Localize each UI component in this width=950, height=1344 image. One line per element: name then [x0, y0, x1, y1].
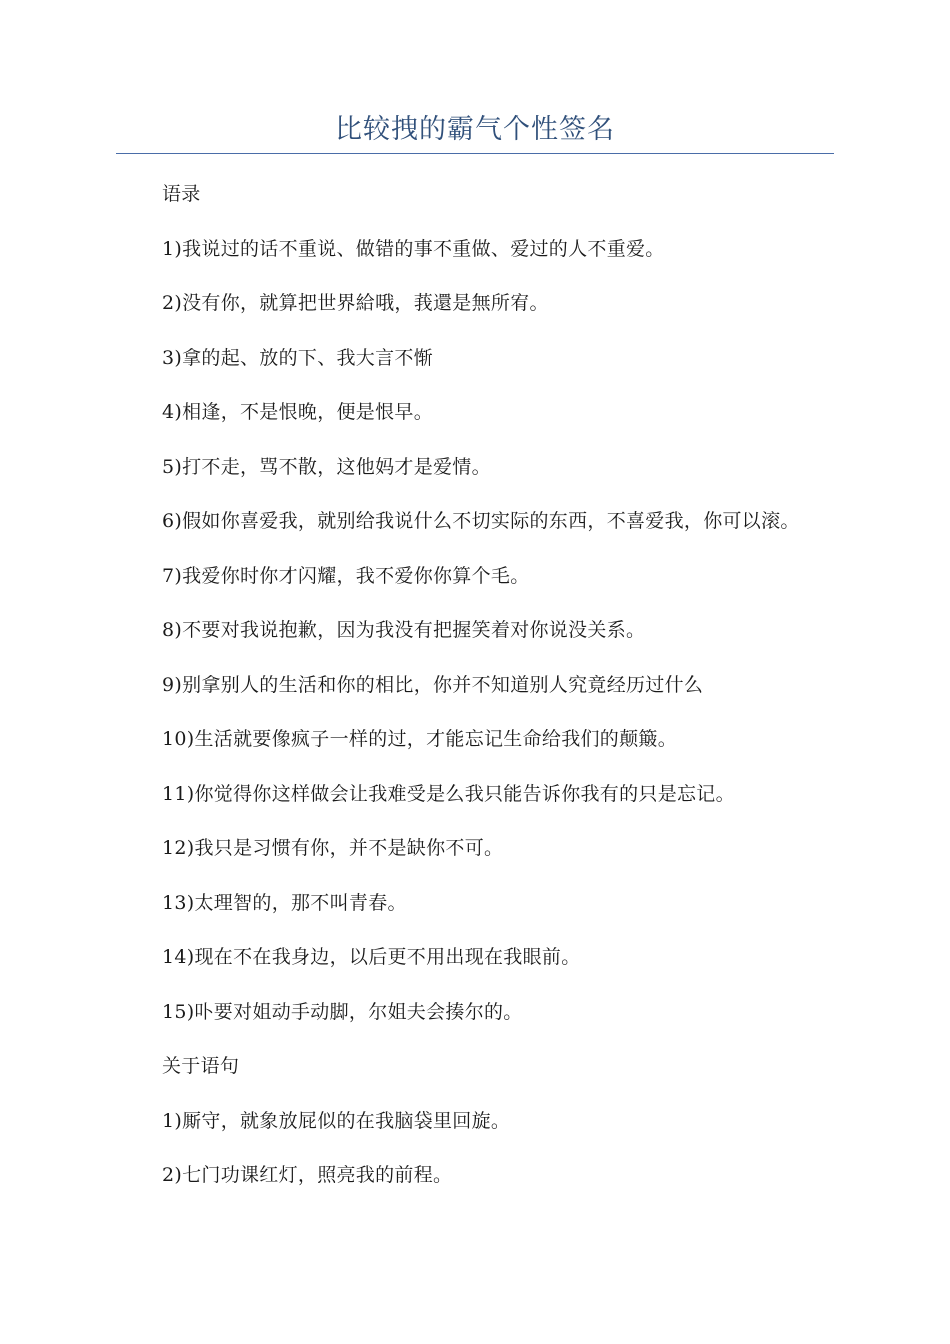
- section-heading: 语录: [162, 183, 201, 205]
- quote-item: 6)假如你喜爱我，就别给我说什么不切实际的东西，不喜爱我，你可以滚。: [162, 510, 800, 532]
- quote-item: 9)别拿别人的生活和你的相比，你并不知道别人究竟经历过什么: [162, 673, 704, 696]
- quote-item: 11)你觉得你这样做会让我难受是么我只能告诉你我有的只是忘记。: [162, 782, 735, 805]
- quote-item: 1)厮守，就象放屁似的在我脑袋里回旋。: [162, 1109, 511, 1132]
- quote-item: 14)现在不在我身边，以后更不用出现在我眼前。: [162, 946, 581, 968]
- quote-item: 8)不要对我说抱歉，因为我没有把握笑着对你说没关系。: [162, 619, 646, 641]
- document-body: [116, 176, 834, 1212]
- document-title: 比较拽的霸气个性签名: [335, 114, 615, 145]
- quote-item: 2)七门功课红灯，照亮我的前程。: [162, 1164, 453, 1186]
- section-heading: 关于语句: [162, 1055, 240, 1077]
- quote-item: 3)拿的起、放的下、我大言不惭: [162, 346, 434, 369]
- title-underline: [116, 153, 834, 154]
- quote-item: 1)我说过的话不重说、做错的事不重做、爱过的人不重爱。: [162, 237, 665, 260]
- quote-item: 2)没有你，就算把世界給哦，莪還是無所宥。: [162, 292, 549, 314]
- quote-item: 7)我爱你时你才闪耀，我不爱你你算个毛。: [162, 564, 530, 587]
- quote-item: 13)太理智的，那不叫青春。: [162, 891, 407, 914]
- quote-item: 10)生活就要像疯子一样的过，才能忘记生命给我们的颠簸。: [162, 728, 677, 750]
- quote-item: 12)我只是习惯有你，并不是缺你不可。: [162, 837, 504, 859]
- quote-item: 5)打不走，骂不散，这他妈才是爱情。: [162, 455, 491, 478]
- quote-item: 15)卟要对姐动手动脚，尔姐夫会揍尔的。: [162, 1000, 523, 1023]
- quote-item: 4)相逢，不是恨晚，便是恨早。: [162, 401, 434, 423]
